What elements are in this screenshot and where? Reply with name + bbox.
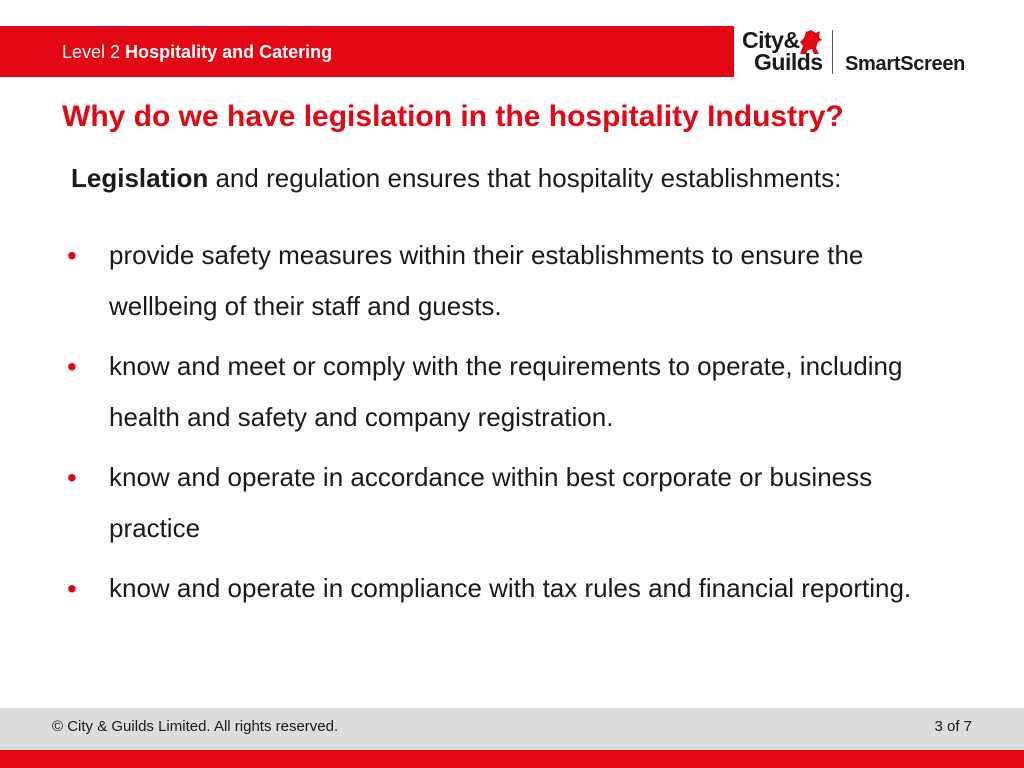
intro-text	[71, 163, 841, 194]
intro-bold-term: Legislation	[71, 163, 209, 193]
logo-guilds-text: Guilds	[754, 49, 823, 75]
bullet-dot-icon: •	[67, 573, 77, 604]
bullet-text: know and operate in accordance within best corporate or business practice	[109, 462, 873, 543]
course-header	[62, 42, 332, 63]
bullet-item	[62, 563, 962, 614]
slide-title: Why do we have legislation in the hospitality Industry?	[62, 100, 844, 133]
logo-city-text: City&	[742, 27, 800, 53]
bullet-list	[62, 230, 962, 623]
course-title: Hospitality and Catering	[125, 42, 333, 62]
bullet-item	[62, 341, 962, 443]
smartscreen-logo: SmartScreen	[845, 53, 966, 75]
bullet-dot-icon: •	[67, 462, 77, 493]
logo-divider	[832, 30, 833, 74]
bullet-text: provide safety measures within their establishments to ensure the wellbeing of their staff and guests.	[109, 240, 864, 321]
bullet-item	[62, 452, 962, 554]
copyright-text: © City & Guilds Limited. All rights reserved.	[52, 718, 339, 735]
bullet-dot-icon: •	[67, 351, 77, 382]
page-indicator: 3 of 7	[934, 718, 972, 735]
level-label: Level 2	[62, 42, 121, 62]
intro-rest: and regulation ensures that hospitality establishments:	[208, 163, 842, 193]
bullet-dot-icon: •	[67, 240, 77, 271]
bullet-item	[62, 230, 962, 332]
bullet-text: know and meet or comply with the requirements to operate, including health and safety and company registration.	[109, 351, 903, 432]
city-and-guilds-logo	[742, 28, 832, 76]
bottom-accent-bar	[0, 750, 1024, 768]
bullet-text: know and operate in compliance with tax rules and financial reporting.	[109, 573, 912, 603]
lion-icon	[794, 28, 824, 56]
